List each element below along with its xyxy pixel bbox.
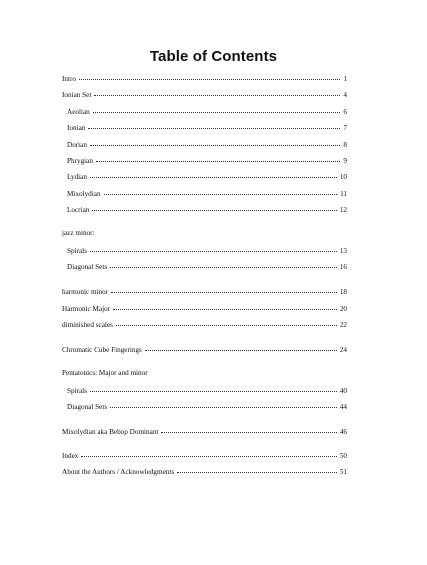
dot-leader <box>111 292 337 293</box>
toc-entry[interactable] <box>67 157 347 166</box>
toc-entry[interactable] <box>67 141 347 150</box>
dot-leader <box>161 432 336 433</box>
toc-entry-page: 22 <box>339 321 347 329</box>
toc-section-heading: jazz minor: <box>62 229 95 237</box>
dot-leader <box>116 325 337 326</box>
toc-entry-page: 6 <box>343 108 347 116</box>
dot-leader <box>90 391 337 392</box>
toc-entry-page: 12 <box>339 206 347 214</box>
toc-entry[interactable] <box>67 173 347 182</box>
toc-entry[interactable] <box>62 321 347 330</box>
toc-entry-label: Spirals <box>67 387 87 395</box>
toc-entry-page: 10 <box>339 173 347 181</box>
toc-entry-label: diminished scales <box>62 321 113 329</box>
toc-entry-page: 20 <box>339 305 347 313</box>
toc-entry-page: 1 <box>343 75 347 83</box>
toc-entry-page: 16 <box>339 263 347 271</box>
toc-entry-label: Mixolydian <box>67 190 101 198</box>
toc-entry[interactable] <box>62 468 347 477</box>
toc-entry[interactable] <box>62 91 347 100</box>
dot-leader <box>104 194 338 195</box>
toc-entry[interactable] <box>62 288 347 297</box>
toc-entry-page: 13 <box>339 247 347 255</box>
toc-entry-label: Spirals <box>67 247 87 255</box>
toc-entry-label: harmonic minor <box>62 288 109 296</box>
dot-leader <box>90 251 337 252</box>
toc-entry-label: Locrian <box>67 206 90 214</box>
toc-entry[interactable] <box>67 124 347 133</box>
toc-entry[interactable] <box>62 75 347 84</box>
dot-leader <box>110 267 337 268</box>
dot-leader <box>92 210 336 211</box>
toc-entry[interactable] <box>67 263 347 272</box>
toc-entry-label: Diagonal Sets <box>67 263 108 271</box>
dot-leader <box>113 309 337 310</box>
toc-entry[interactable] <box>67 387 347 396</box>
toc-entry[interactable] <box>67 247 347 256</box>
toc-entry[interactable] <box>67 206 347 215</box>
toc-entry-page: 50 <box>339 452 347 460</box>
toc-entry-label: About the Authors / Acknowledgments <box>62 468 175 476</box>
toc-entry-page: 9 <box>343 157 347 165</box>
toc-section-heading: Pentatonics: Major and minor <box>62 369 148 377</box>
toc-entry-page: 24 <box>339 346 347 354</box>
toc-entry-page: 51 <box>339 468 347 476</box>
toc-entry-label: Ionian Set <box>62 91 92 99</box>
dot-leader <box>90 145 340 146</box>
toc-entry-page: 11 <box>340 190 347 198</box>
toc-entry[interactable] <box>67 108 347 117</box>
toc-entry-label: Lydian <box>67 173 87 181</box>
dot-leader <box>145 350 337 351</box>
toc-entry-page: 4 <box>343 91 347 99</box>
toc-entry-label: Dorian <box>67 141 87 149</box>
dot-leader <box>79 79 340 80</box>
toc-entry-label: Ionian <box>67 124 86 132</box>
toc-entry-label: Aeolian <box>67 108 90 116</box>
toc-entry[interactable] <box>62 428 347 437</box>
dot-leader <box>93 112 341 113</box>
dot-leader <box>110 407 337 408</box>
toc-entry-label: Index <box>62 452 79 460</box>
toc-entry-page: 18 <box>339 288 347 296</box>
toc-entry-label: Intro <box>62 75 76 83</box>
toc-entry[interactable] <box>62 346 347 355</box>
dot-leader <box>96 161 340 162</box>
toc-entry-page: 7 <box>343 124 347 132</box>
toc-entry-label: Chromatic Cube Fingerings <box>62 346 142 354</box>
dot-leader <box>177 472 337 473</box>
dot-leader <box>81 456 336 457</box>
toc-entry[interactable] <box>67 190 347 199</box>
toc-entry-page: 44 <box>339 403 347 411</box>
toc-entry[interactable] <box>67 403 347 412</box>
dot-leader <box>88 128 340 129</box>
toc-entry-page: 40 <box>339 387 347 395</box>
dot-leader <box>90 177 337 178</box>
toc-entry-label: Mixolydian aka Bebop Dominant <box>62 428 159 436</box>
toc-entry[interactable] <box>62 452 347 461</box>
dot-leader <box>94 95 340 96</box>
toc-entry-label: Harmonic Major <box>62 305 111 313</box>
toc-entry-label: Phrygian <box>67 157 93 165</box>
toc-entry-page: 8 <box>343 141 347 149</box>
toc-entry-label: Diagonal Sets <box>67 403 108 411</box>
toc-entry[interactable] <box>62 305 347 314</box>
page-title: Table of Contents <box>149 48 278 65</box>
toc-entry-page: 46 <box>339 428 347 436</box>
